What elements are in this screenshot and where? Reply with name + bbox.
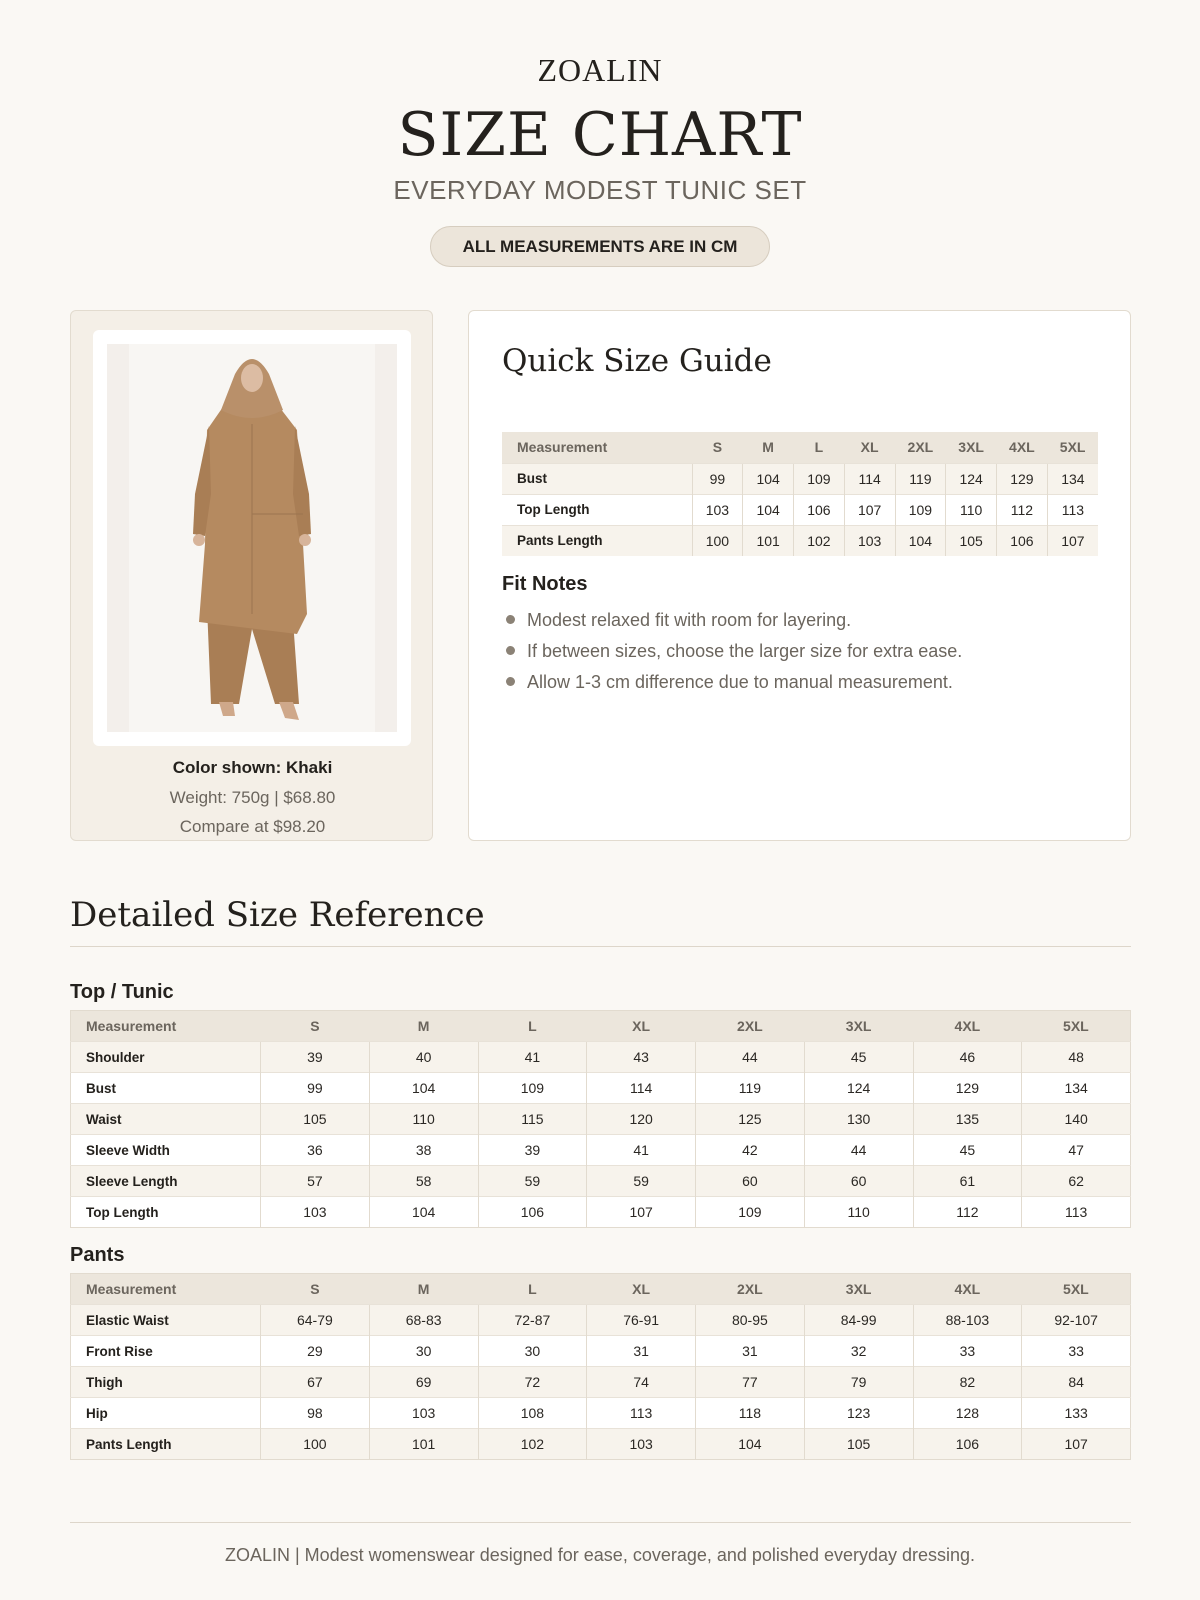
table-cell: 103 [587,1429,696,1460]
table-cell: 80-95 [696,1305,805,1336]
row-label: Top Length [502,494,692,525]
table-cell: 57 [261,1166,370,1197]
table-cell: 33 [913,1336,1022,1367]
column-header-size: 5XL [1022,1274,1131,1305]
quick-guide-title: Quick Size Guide [502,343,772,379]
table-cell: 61 [913,1166,1022,1197]
table-cell: 106 [478,1197,587,1228]
table-cell: 39 [478,1135,587,1166]
table-cell: 106 [997,525,1048,556]
column-header-size: S [261,1274,370,1305]
row-label: Top Length [71,1197,261,1228]
column-header-size: 2XL [696,1274,805,1305]
table-cell: 112 [913,1197,1022,1228]
table-cell: 115 [478,1104,587,1135]
table-cell: 98 [261,1398,370,1429]
table-cell: 105 [804,1429,913,1460]
table-cell: 41 [478,1042,587,1073]
column-header-size: 4XL [913,1011,1022,1042]
table-row [71,1073,1131,1104]
column-header-size: XL [844,432,895,463]
table-cell: 102 [478,1429,587,1460]
column-header-size: M [369,1274,478,1305]
table-cell: 104 [369,1073,478,1104]
product-photo [107,344,397,732]
table-cell: 60 [804,1166,913,1197]
table-cell: 124 [804,1073,913,1104]
column-header-size: S [692,432,743,463]
column-header-size: S [261,1011,370,1042]
table-row [71,1398,1131,1429]
table-cell: 108 [478,1398,587,1429]
table-cell: 104 [743,494,794,525]
column-header-size: 2XL [696,1011,805,1042]
column-header-size: 4XL [913,1274,1022,1305]
table-cell: 100 [692,525,743,556]
table-cell: 100 [261,1429,370,1460]
fit-notes-list [506,606,962,699]
compare-at-price: Compare at $98.20 [179,817,326,836]
table-cell: 105 [261,1104,370,1135]
product-photo-frame [93,330,411,746]
table-row [71,1305,1131,1336]
table-cell: 33 [1022,1336,1131,1367]
table-cell: 125 [696,1104,805,1135]
row-label: Bust [71,1073,261,1104]
table-cell: 44 [804,1135,913,1166]
footer-text: ZOALIN | Modest womenswear designed for ease, coverage, and polished everyday dressing. [224,1545,976,1565]
table-cell: 29 [261,1336,370,1367]
table-cell: 107 [844,494,895,525]
unit-note-badge: ALL MEASUREMENTS ARE IN CM [430,226,770,267]
table-cell: 103 [261,1197,370,1228]
row-label: Pants Length [502,525,692,556]
row-label: Waist [71,1104,261,1135]
table-cell: 109 [696,1197,805,1228]
table-cell: 101 [369,1429,478,1460]
table-cell: 114 [587,1073,696,1104]
pants-size-table [70,1273,1131,1460]
row-label: Thigh [71,1367,261,1398]
table-cell: 114 [844,463,895,494]
table-cell: 113 [1047,494,1098,525]
table-cell: 107 [1022,1429,1131,1460]
table-cell: 120 [587,1104,696,1135]
table-cell: 59 [587,1166,696,1197]
table-cell: 129 [913,1073,1022,1104]
column-header-size: L [478,1011,587,1042]
table-cell: 72 [478,1367,587,1398]
column-header-size: XL [587,1011,696,1042]
column-header-measurement: Measurement [502,432,692,463]
row-label: Elastic Waist [71,1305,261,1336]
table-row [71,1336,1131,1367]
table-cell: 134 [1022,1073,1131,1104]
table-cell: 107 [587,1197,696,1228]
table-cell: 99 [692,463,743,494]
column-header-measurement: Measurement [71,1274,261,1305]
product-card [70,310,433,841]
column-header-size: 5XL [1047,432,1098,463]
table-cell: 118 [696,1398,805,1429]
table-cell: 30 [478,1336,587,1367]
table-cell: 38 [369,1135,478,1166]
row-label: Bust [502,463,692,494]
column-header-size: L [794,432,845,463]
table-cell: 123 [804,1398,913,1429]
row-label: Pants Length [71,1429,261,1460]
table-cell: 67 [261,1367,370,1398]
table-cell: 77 [696,1367,805,1398]
table-cell: 48 [1022,1042,1131,1073]
row-label: Sleeve Width [71,1135,261,1166]
table-row [71,1429,1131,1460]
column-header-size: XL [587,1274,696,1305]
column-header-size: 2XL [895,432,946,463]
table-cell: 45 [913,1135,1022,1166]
section-divider [70,946,1131,947]
table-cell: 119 [895,463,946,494]
table-cell: 76-91 [587,1305,696,1336]
table-cell: 106 [913,1429,1022,1460]
column-header-size: 3XL [804,1274,913,1305]
table-cell: 103 [369,1398,478,1429]
table-cell: 39 [261,1042,370,1073]
table-cell: 31 [696,1336,805,1367]
pants-table-title: Pants [70,1244,125,1266]
table-cell: 124 [946,463,997,494]
fit-note-item: Allow 1-3 cm difference due to manual measurement. [506,668,962,699]
row-label: Front Rise [71,1336,261,1367]
table-cell: 30 [369,1336,478,1367]
table-cell: 103 [692,494,743,525]
table-cell: 101 [743,525,794,556]
table-cell: 135 [913,1104,1022,1135]
column-header-size: 3XL [804,1011,913,1042]
table-cell: 129 [997,463,1048,494]
table-cell: 140 [1022,1104,1131,1135]
table-cell: 99 [261,1073,370,1104]
table-cell: 43 [587,1042,696,1073]
table-cell: 58 [369,1166,478,1197]
table-cell: 40 [369,1042,478,1073]
table-cell: 74 [587,1367,696,1398]
table-cell: 45 [804,1042,913,1073]
table-cell: 105 [946,525,997,556]
table-cell: 107 [1047,525,1098,556]
table-cell: 104 [696,1429,805,1460]
table-cell: 109 [478,1073,587,1104]
row-label: Hip [71,1398,261,1429]
column-header-size: M [369,1011,478,1042]
fit-notes-title: Fit Notes [502,573,588,595]
table-cell: 104 [743,463,794,494]
table-cell: 64-79 [261,1305,370,1336]
column-header-measurement: Measurement [71,1011,261,1042]
table-cell: 130 [804,1104,913,1135]
table-row [502,494,1098,525]
table-row [71,1135,1131,1166]
table-cell: 113 [587,1398,696,1429]
table-cell: 47 [1022,1135,1131,1166]
table-cell: 134 [1047,463,1098,494]
table-cell: 36 [261,1135,370,1166]
quick-size-table [502,432,1098,556]
bullet-dot-icon [506,646,515,655]
fit-note-item: If between sizes, choose the larger size for extra ease. [506,637,962,668]
column-header-size: 5XL [1022,1011,1131,1042]
column-header-size: 3XL [946,432,997,463]
table-row [502,525,1098,556]
column-header-size: 4XL [997,432,1048,463]
table-row [502,463,1098,494]
table-cell: 104 [369,1197,478,1228]
table-cell: 84 [1022,1367,1131,1398]
table-cell: 72-87 [478,1305,587,1336]
table-cell: 79 [804,1367,913,1398]
page-title: SIZE CHART [397,100,803,170]
table-cell: 119 [696,1073,805,1104]
table-cell: 31 [587,1336,696,1367]
table-cell: 46 [913,1042,1022,1073]
table-row [71,1197,1131,1228]
quick-guide-card [468,310,1131,841]
table-cell: 69 [369,1367,478,1398]
table-cell: 82 [913,1367,1022,1398]
table-cell: 110 [946,494,997,525]
table-cell: 113 [1022,1197,1131,1228]
column-header-size: M [743,432,794,463]
table-cell: 41 [587,1135,696,1166]
page-subtitle: EVERYDAY MODEST TUNIC SET [393,175,807,205]
table-cell: 68-83 [369,1305,478,1336]
fit-note-item: Modest relaxed fit with room for layering. [506,606,962,637]
table-cell: 128 [913,1398,1022,1429]
footer-divider [70,1522,1131,1523]
table-cell: 42 [696,1135,805,1166]
top-table-title: Top / Tunic [70,981,174,1003]
table-cell: 109 [794,463,845,494]
model-illustration [107,344,397,732]
table-cell: 103 [844,525,895,556]
table-cell: 133 [1022,1398,1131,1429]
table-cell: 44 [696,1042,805,1073]
table-row [71,1367,1131,1398]
table-cell: 92-107 [1022,1305,1131,1336]
table-cell: 110 [369,1104,478,1135]
weight-price: Weight: 750g | $68.80 [169,788,336,807]
table-row [71,1042,1131,1073]
row-label: Sleeve Length [71,1166,261,1197]
table-row [71,1104,1131,1135]
table-row [71,1166,1131,1197]
bullet-dot-icon [506,615,515,624]
bullet-dot-icon [506,677,515,686]
table-cell: 112 [997,494,1048,525]
color-shown-label: Color shown: Khaki [172,758,333,777]
table-cell: 84-99 [804,1305,913,1336]
column-header-size: L [478,1274,587,1305]
top-size-table [70,1010,1131,1228]
table-cell: 60 [696,1166,805,1197]
table-cell: 102 [794,525,845,556]
table-cell: 110 [804,1197,913,1228]
row-label: Shoulder [71,1042,261,1073]
table-cell: 32 [804,1336,913,1367]
table-cell: 106 [794,494,845,525]
table-cell: 109 [895,494,946,525]
table-cell: 59 [478,1166,587,1197]
brand-logo: ZOALIN [537,52,663,88]
table-cell: 104 [895,525,946,556]
detailed-section-title: Detailed Size Reference [70,895,485,935]
table-cell: 88-103 [913,1305,1022,1336]
table-cell: 62 [1022,1166,1131,1197]
